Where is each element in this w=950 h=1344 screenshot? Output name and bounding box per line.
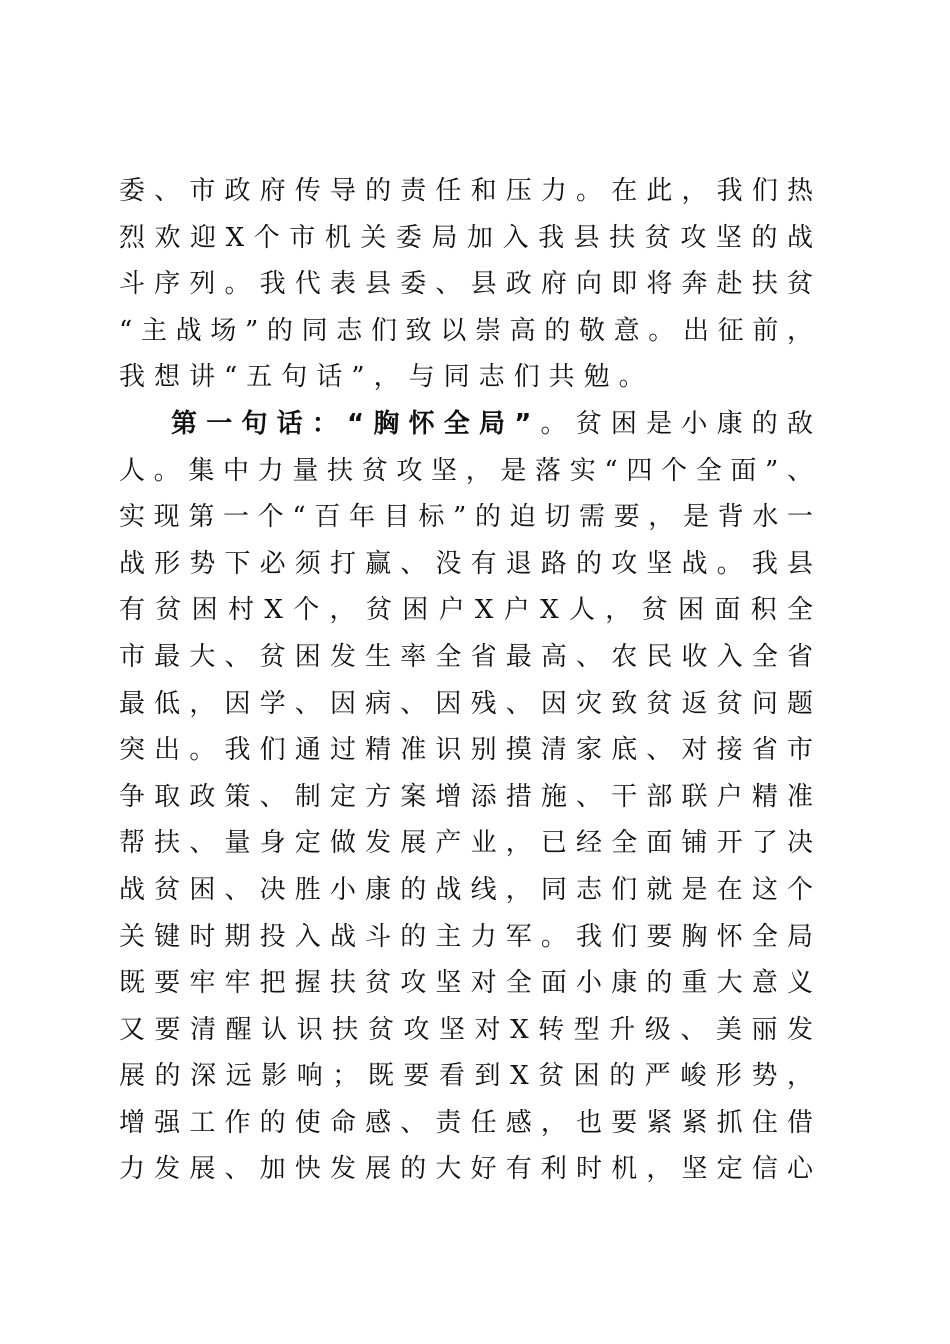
section-heading: 第一句话：“胸怀全局”	[171, 408, 534, 439]
text-line: 最低，因学、因病、因残、因灾致贫返贫问题	[119, 688, 815, 719]
text-line: “主战场”的同志们致以崇高的敬意。出征前，	[119, 315, 815, 346]
text-line: 我想讲“五句话”，与同志们共勉。	[119, 362, 654, 393]
text-line: 委、市政府传导的责任和压力。在此，我们热	[119, 176, 815, 206]
text-line: 突出。我们通过精准识别摸清家底、对接省市	[119, 735, 815, 766]
document-body	[119, 168, 815, 1193]
text-line: 既要牢牢把握扶贫攻坚对全面小康的重大意义	[119, 968, 815, 999]
text-line: 又要清醒认识扶贫攻坚对X转型升级、美丽发	[119, 1014, 815, 1045]
text-line: 实现第一个“百年目标”的迫切需要，是背水一	[119, 502, 815, 533]
text-line: 战贫困、决胜小康的战线，同志们就是在这个	[119, 874, 815, 905]
text-line: 有贫困村X个，贫困户X户X人，贫困面积全	[119, 595, 815, 626]
text-line	[119, 401, 815, 448]
text-line: 展的深远影响；既要看到X贫困的严峻形势，	[119, 1061, 815, 1092]
text-line: 斗序列。我代表县委、县政府向即将奔赴扶贫	[119, 269, 815, 300]
text-line: 关键时期投入战斗的主力军。我们要胸怀全局	[119, 921, 815, 952]
text-line: 战形势下必须打赢、没有退路的攻坚战。我县	[119, 548, 815, 579]
heading-line-rest: 。贫困是小康的敌	[533, 408, 815, 439]
text-line: 烈欢迎X个市机关委局加入我县扶贫攻坚的战	[119, 222, 815, 253]
text-line: 人。集中力量扶贫攻坚，是落实“四个全面”、	[119, 455, 815, 486]
text-line: 力发展、加快发展的大好有利时机，坚定信心	[119, 1154, 815, 1185]
text-line: 增强工作的使命感、责任感，也要紧紧抓住借	[119, 1107, 815, 1138]
paragraph-first-point	[119, 401, 815, 1193]
text-line: 争取政策、制定方案增添措施、干部联户精准	[119, 781, 815, 812]
paragraph-intro	[119, 168, 815, 401]
text-line: 市最大、贫困发生率全省最高、农民收入全省	[119, 641, 815, 672]
text-line: 帮扶、量身定做发展产业，已经全面铺开了决	[119, 828, 815, 859]
